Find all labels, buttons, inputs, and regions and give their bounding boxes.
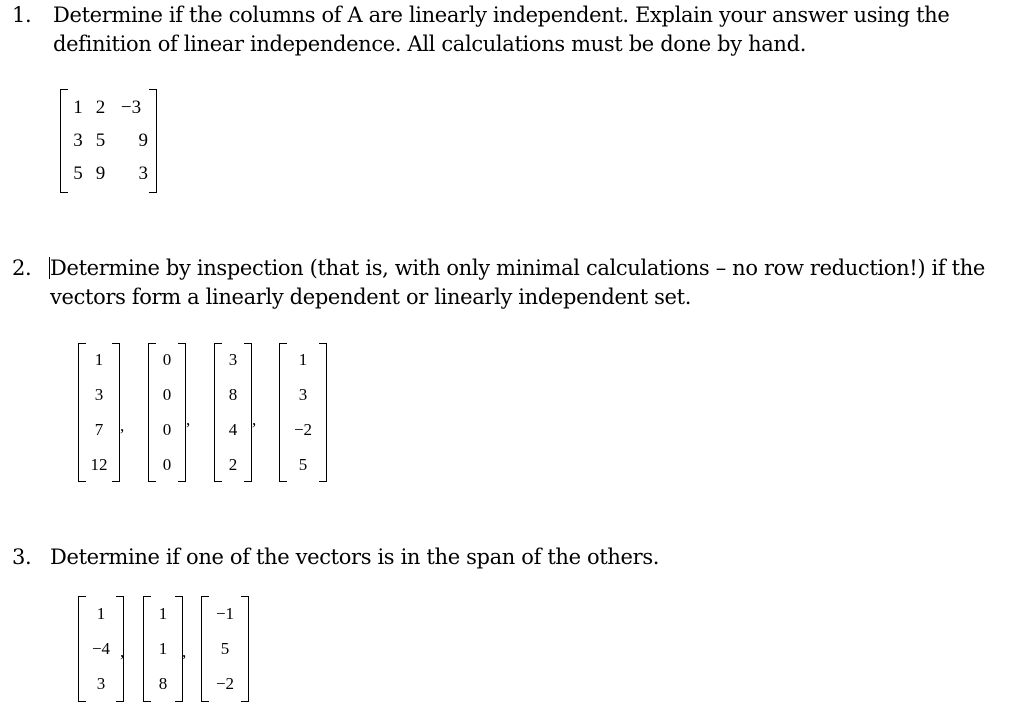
vector-entry: 1 (298, 350, 308, 370)
matrix-a-entry: 1 (73, 96, 83, 118)
vector-entry: 1 (158, 638, 168, 658)
vector-entry: −4 (91, 638, 111, 658)
separator-comma: , (186, 410, 191, 429)
q3-vector-1 (78, 596, 124, 702)
separator-comma: , (182, 642, 187, 661)
matrix-a-entry: 2 (95, 96, 106, 118)
vector-entry: 1 (94, 350, 104, 370)
q3-vector-3-entries (209, 596, 241, 702)
separator-comma: , (252, 410, 257, 429)
vector-entry: 7 (94, 419, 104, 439)
vector-entry: 5 (220, 638, 230, 658)
matrix-a-entries (68, 89, 149, 193)
matrix-a-right-bracket (149, 89, 157, 193)
vector-entry: 3 (94, 385, 104, 405)
q2-vector-4 (279, 343, 327, 482)
vector-entry: 0 (162, 350, 172, 370)
q3-vector-2 (143, 596, 183, 702)
q3-vector-1-left-bracket (78, 596, 86, 702)
q2-vector-2-right-bracket (178, 343, 186, 482)
vector-entry: −2 (215, 674, 235, 694)
vector-entry: 0 (162, 419, 172, 439)
question-3-number: 3. (12, 545, 32, 569)
question-1-line-2: definition of linear independence. All calculations must be done by hand. (53, 32, 807, 56)
q2-vector-1-entries (86, 343, 112, 482)
vector-entry: 1 (158, 603, 168, 623)
vector-entry: 8 (158, 674, 168, 694)
vector-entry: 3 (298, 385, 308, 405)
q3-vector-2-left-bracket (143, 596, 151, 702)
matrix-a-left-bracket (60, 89, 68, 193)
q2-vector-2-entries (156, 343, 178, 482)
q2-vector-1 (78, 343, 120, 482)
separator-comma: , (120, 642, 125, 661)
matrix-a-entry: 9 (95, 163, 106, 185)
matrix-a (60, 89, 157, 193)
vector-entry: 0 (162, 385, 172, 405)
vector-entry: −1 (215, 603, 235, 623)
q2-vector-1-left-bracket (78, 343, 86, 482)
q3-vector-2-entries (151, 596, 175, 702)
question-1-text (53, 1, 949, 59)
q2-vector-3-right-bracket (244, 343, 252, 482)
question-3-text (50, 543, 659, 572)
vector-entry: 3 (228, 350, 238, 370)
question-3-line-1: Determine if one of the vectors is in the span of the others. (50, 545, 660, 569)
separator-comma: , (120, 416, 125, 435)
q2-vector-2 (148, 343, 186, 482)
q3-vector-3-right-bracket (241, 596, 249, 702)
vector-entry: 5 (298, 454, 308, 474)
question-2-line-1: Determine by inspection (that is, with only minimal calculations – no row reduction!) if the (50, 256, 985, 280)
vector-entry: 12 (90, 454, 108, 474)
q2-vector-3-entries (222, 343, 244, 482)
q3-vector-3 (201, 596, 249, 702)
matrix-a-entry: 3 (73, 129, 83, 151)
q2-vector-1-right-bracket (112, 343, 120, 482)
question-2-number: 2. (12, 256, 32, 280)
question-1-number: 1. (12, 3, 32, 27)
vector-entry: 2 (228, 454, 238, 474)
q2-vector-4-entries (287, 343, 319, 482)
q2-vector-3 (214, 343, 252, 482)
matrix-a-entry: 3 (138, 163, 148, 185)
matrix-a-entry: 5 (73, 163, 83, 185)
question-2-line-2: vectors form a linearly dependent or linearly independent set. (50, 285, 692, 309)
q3-vector-1-entries (86, 596, 116, 702)
question-1-line-1: Determine if the columns of A are linearly independent. Explain your answer using the (53, 3, 950, 27)
q2-vector-3-left-bracket (214, 343, 222, 482)
matrix-a-entry: 9 (138, 129, 148, 151)
vector-entry: 0 (162, 454, 172, 474)
q2-vector-2-left-bracket (148, 343, 156, 482)
vector-entry: 1 (96, 603, 106, 623)
vector-entry: 3 (96, 674, 106, 694)
vector-entry: 8 (228, 385, 238, 405)
matrix-a-entry: −3 (120, 96, 142, 118)
matrix-a-entry: 5 (95, 129, 106, 151)
q3-vector-3-left-bracket (201, 596, 209, 702)
vector-entry: −2 (293, 419, 313, 439)
vector-entry: 4 (228, 419, 238, 439)
q2-vector-4-left-bracket (279, 343, 287, 482)
q2-vector-4-right-bracket (319, 343, 327, 482)
question-2-text (50, 254, 985, 312)
